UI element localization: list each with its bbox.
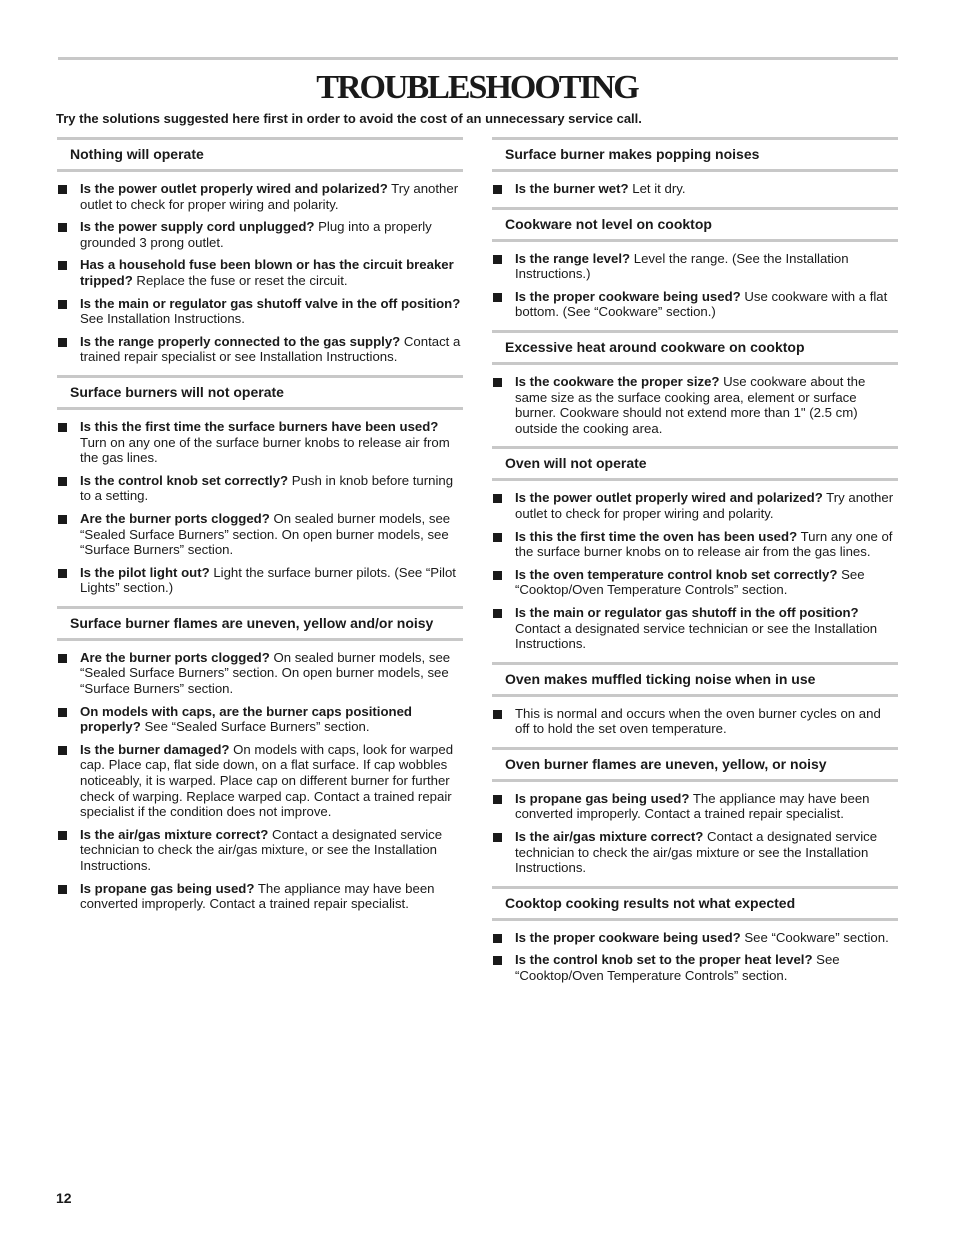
section-heading xyxy=(57,606,463,641)
question-text: On models with caps, are the burner caps positioned properly? xyxy=(80,703,412,735)
right-column xyxy=(492,137,898,994)
square-bullet-icon xyxy=(493,378,502,387)
list-item xyxy=(57,257,463,288)
square-bullet-icon xyxy=(58,515,67,524)
question-text: Has a household fuse been blown or has the circuit breaker tripped? xyxy=(80,257,454,288)
question-text: Is the power outlet properly wired and polarized? xyxy=(80,181,388,196)
trouble-section xyxy=(492,446,898,651)
question-text: Is the range level? xyxy=(515,250,631,266)
question-text: Is the burner damaged? xyxy=(80,741,230,757)
question-text: Is the control knob set to the proper heat level? xyxy=(515,952,813,968)
list-item xyxy=(57,827,463,874)
trouble-section xyxy=(492,330,898,436)
section-heading-text: Surface burner makes popping noises xyxy=(505,146,760,162)
square-bullet-icon xyxy=(493,533,502,542)
item-list xyxy=(57,641,463,912)
answer-text: On sealed burner models, see “Sealed Surface Burners” section. On open burner models, see “Surface Burners” section. xyxy=(80,510,451,558)
section-heading xyxy=(57,375,463,410)
question-text: Is the main or regulator gas shutoff valve in the off position? xyxy=(80,295,461,311)
answer-text: See Installation Instructions. xyxy=(80,311,245,327)
list-item xyxy=(57,511,463,558)
answer-text: The appliance may have been converted improperly. Contact a trained repair specialist. xyxy=(80,880,435,912)
section-heading xyxy=(492,207,898,242)
answer-text: On models with caps, look for warped cap. Place cap, flat side down, on a flat surface. If cap wobbles noticeably, it is warped. Place cap on different burner for further check of warping. Replace warped cap. Contact a trained repair specialist if the condition does not improve. xyxy=(80,741,454,820)
item-list xyxy=(492,365,898,436)
section-heading xyxy=(57,137,463,172)
list-item xyxy=(492,706,898,737)
square-bullet-icon xyxy=(493,956,502,965)
trouble-section xyxy=(492,886,898,984)
trouble-section xyxy=(57,137,463,365)
answer-text: See “Sealed Surface Burners” section. xyxy=(140,719,370,735)
question-text: Is the range properly connected to the gas supply? xyxy=(80,333,401,349)
question-text: Is propane gas being used? xyxy=(80,880,255,896)
question-text: Is the oven temperature control knob set correctly? xyxy=(515,566,838,582)
square-bullet-icon xyxy=(58,223,67,232)
top-rule xyxy=(58,57,898,60)
question-text: Is this the first time the surface burners have been used? xyxy=(80,418,439,434)
list-item xyxy=(492,289,898,320)
section-heading xyxy=(492,446,898,481)
answer-text: Light the surface burner pilots. (See “Pilot Lights” section.) xyxy=(80,564,456,596)
list-item xyxy=(492,791,898,822)
list-item xyxy=(57,742,463,820)
question-text: Is propane gas being used? xyxy=(515,790,690,806)
page-title: TROUBLESHOOTING xyxy=(316,69,638,106)
intro-text: Try the solutions suggested here first in order to avoid the cost of an unnecessary service call. xyxy=(56,111,642,126)
answer-text: See “Cooktop/Oven Temperature Controls” section. xyxy=(515,566,865,598)
list-item xyxy=(57,704,463,735)
list-item xyxy=(492,952,898,983)
square-bullet-icon xyxy=(493,833,502,842)
list-item xyxy=(492,829,898,876)
section-heading-text: Cookware not level on cooktop xyxy=(505,215,712,232)
answer-text: Use cookware about the same size as the surface cooking area, element or surface burner. Cookware should not extend more than 1" (2.5 cm) outside the cooking area. xyxy=(515,373,866,436)
square-bullet-icon xyxy=(58,261,67,270)
section-heading xyxy=(492,886,898,921)
square-bullet-icon xyxy=(58,477,67,486)
list-item xyxy=(492,251,898,282)
left-column xyxy=(57,137,463,922)
section-heading-text: Excessive heat around cookware on cooktop xyxy=(505,338,805,355)
question-text: Is this the first time the oven has been used? xyxy=(515,528,798,544)
answer-text: The appliance may have been converted improperly. Contact a trained repair specialist. xyxy=(515,790,870,822)
square-bullet-icon xyxy=(58,708,67,717)
answer-text: Turn on any one of the surface burner knobs to release air from the gas lines. xyxy=(80,434,450,466)
square-bullet-icon xyxy=(493,710,502,719)
list-item xyxy=(57,565,463,596)
question-text: Is the air/gas mixture correct? xyxy=(515,829,704,845)
square-bullet-icon xyxy=(493,494,502,503)
trouble-section xyxy=(57,606,463,912)
section-heading-text: Nothing will operate xyxy=(70,146,204,162)
section-heading xyxy=(492,747,898,782)
answer-text: Contact a designated service technician or see the Installation Instructions. xyxy=(515,620,878,652)
square-bullet-icon xyxy=(493,609,502,618)
question-text: Is the cookware the proper size? xyxy=(515,373,720,389)
section-heading xyxy=(492,137,898,172)
list-item xyxy=(492,930,898,946)
square-bullet-icon xyxy=(493,185,502,194)
item-list xyxy=(57,410,463,596)
square-bullet-icon xyxy=(58,654,67,663)
square-bullet-icon xyxy=(58,885,67,894)
list-item xyxy=(57,296,463,327)
question-text: Is the control knob set correctly? xyxy=(80,472,289,488)
section-heading-text: Oven makes muffled ticking noise when in use xyxy=(505,670,816,687)
trouble-section xyxy=(492,207,898,320)
square-bullet-icon xyxy=(493,293,502,302)
answer-text: Try another outlet to check for proper wiring and polarity. xyxy=(515,490,894,521)
answer-text: See “Cookware” section. xyxy=(740,929,889,945)
list-item xyxy=(492,567,898,598)
square-bullet-icon xyxy=(58,300,67,309)
answer-text: Contact a trained repair specialist or see Installation Instructions. xyxy=(80,333,461,365)
square-bullet-icon xyxy=(58,185,67,194)
square-bullet-icon xyxy=(493,795,502,804)
item-list xyxy=(492,481,898,651)
list-item xyxy=(57,473,463,504)
trouble-section xyxy=(492,662,898,737)
question-text: Are the burner ports clogged? xyxy=(80,510,270,526)
list-item xyxy=(492,490,898,521)
answer-text: See “Cooktop/Oven Temperature Controls” section. xyxy=(515,952,840,984)
question-text: Is the air/gas mixture correct? xyxy=(80,826,269,842)
trouble-section xyxy=(57,375,463,596)
answer-text: Replace the fuse or reset the circuit. xyxy=(132,272,348,288)
section-heading xyxy=(492,330,898,365)
item-list xyxy=(492,242,898,320)
list-item xyxy=(57,334,463,365)
answer-text: On sealed burner models, see “Sealed Surface Burners” section. On open burner models, see “Surface Burners” section. xyxy=(80,649,451,697)
list-item xyxy=(492,374,898,436)
section-heading-text: Oven burner flames are uneven, yellow, or noisy xyxy=(505,755,827,772)
list-item xyxy=(57,881,463,912)
item-list xyxy=(57,172,463,365)
question-text: Is the main or regulator gas shutoff in the off position? xyxy=(515,604,859,620)
question-text: Is the proper cookware being used? xyxy=(515,929,741,945)
answer-text: Contact a designated service technician to check the air/gas mixture, or see the Installation Instructions. xyxy=(80,826,443,873)
answer-text: Plug into a properly grounded 3 prong outlet. xyxy=(80,219,432,250)
list-item xyxy=(57,181,463,212)
answer-text: Try another outlet to check for proper wiring and polarity. xyxy=(80,181,459,212)
question-text: Is the power supply cord unplugged? xyxy=(80,219,315,235)
section-heading-text: Surface burners will not operate xyxy=(70,383,284,400)
item-list xyxy=(492,172,898,197)
list-item xyxy=(57,219,463,250)
question-text: Is the burner wet? xyxy=(515,181,629,196)
answer-text: Push in knob before turning to a setting. xyxy=(80,472,454,504)
section-heading xyxy=(492,662,898,697)
square-bullet-icon xyxy=(58,831,67,840)
answer-text: Use cookware with a flat bottom. (See “Cookware” section.) xyxy=(515,288,888,320)
section-heading-text: Oven will not operate xyxy=(505,455,647,472)
answer-text: Level the range. (See the Installation Instructions.) xyxy=(515,250,849,282)
section-heading-text: Surface burner flames are uneven, yellow and/or noisy xyxy=(70,614,434,631)
answer-text: This is normal and occurs when the oven burner cycles on and off to hold the set oven temperature. xyxy=(515,705,881,737)
square-bullet-icon xyxy=(58,423,67,432)
page-number: 12 xyxy=(56,1190,72,1206)
list-item xyxy=(57,650,463,697)
square-bullet-icon xyxy=(493,934,502,943)
question-text: Is the power outlet properly wired and polarized? xyxy=(515,490,823,506)
square-bullet-icon xyxy=(493,571,502,580)
square-bullet-icon xyxy=(493,255,502,264)
trouble-section xyxy=(492,747,898,876)
question-text: Is the pilot light out? xyxy=(80,564,210,580)
section-heading-text: Cooktop cooking results not what expected xyxy=(505,894,796,911)
list-item xyxy=(492,529,898,560)
item-list xyxy=(492,697,898,737)
square-bullet-icon xyxy=(58,338,67,347)
item-list xyxy=(492,782,898,876)
list-item xyxy=(492,605,898,652)
answer-text: Let it dry. xyxy=(628,181,686,196)
trouble-section xyxy=(492,137,898,197)
answer-text: Turn any one of the surface burner knobs on to release air from the gas lines. xyxy=(515,528,893,560)
item-list xyxy=(492,921,898,984)
answer-text: Contact a designated service technician to check the air/gas mixture or see the Installation Instructions. xyxy=(515,829,878,876)
square-bullet-icon xyxy=(58,746,67,755)
question-text: Are the burner ports clogged? xyxy=(80,649,270,665)
list-item xyxy=(492,181,898,197)
list-item xyxy=(57,419,463,466)
question-text: Is the proper cookware being used? xyxy=(515,288,741,304)
square-bullet-icon xyxy=(58,569,67,578)
